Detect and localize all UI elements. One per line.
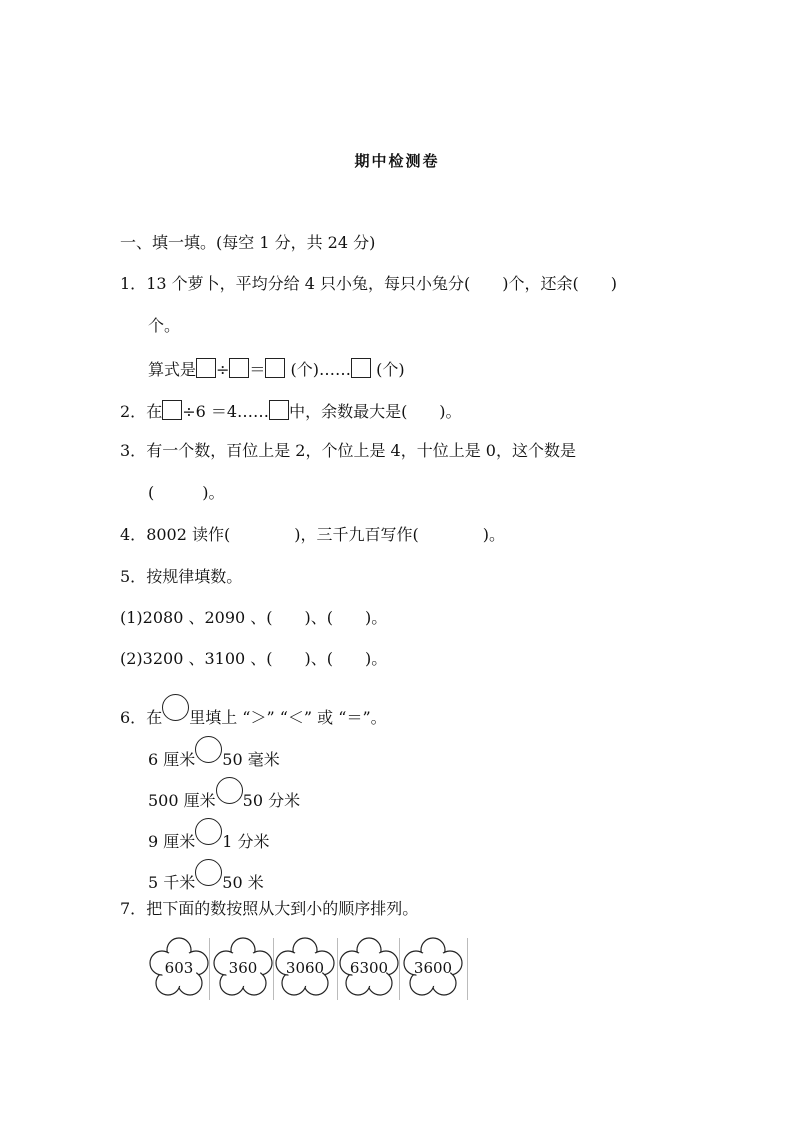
question-2-text: 在	[146, 402, 163, 421]
question-number: 5．	[120, 567, 147, 586]
flower-row	[145, 936, 469, 1002]
compare-item	[148, 736, 280, 771]
unit-label: (个)……	[285, 360, 352, 379]
question-7-text: 把下面的数按照从大到小的顺序排列。	[146, 899, 419, 918]
compare-left: 6 厘米	[148, 750, 196, 769]
divider	[209, 938, 210, 1000]
compare-right: 50 米	[222, 873, 264, 892]
compare-item	[148, 777, 300, 812]
compare-circle[interactable]	[195, 859, 222, 886]
equals-sign: ＝	[249, 360, 266, 379]
question-1-line-1	[120, 273, 617, 295]
question-5-sub-2: (2)3200 、3100 、( )、( )。	[120, 649, 388, 668]
question-5-text: 按规律填数。	[146, 567, 243, 586]
question-3-line-1	[120, 440, 576, 462]
division-sign: ÷	[216, 360, 230, 379]
flower-card	[147, 936, 211, 1000]
question-5	[120, 566, 242, 588]
compare-left: 500 厘米	[148, 791, 216, 810]
flower-card	[273, 936, 337, 1000]
compare-circle[interactable]	[195, 736, 222, 763]
compare-right: 50 毫米	[222, 750, 280, 769]
compare-circle[interactable]	[195, 818, 222, 845]
section-heading: 一、填一填。(每空 1 分，共 24 分)	[120, 233, 376, 252]
compare-item	[148, 859, 264, 894]
flower-number: 3060	[285, 959, 325, 977]
answer-box[interactable]	[351, 358, 371, 378]
compare-right: 1 分米	[222, 832, 270, 851]
answer-box[interactable]	[265, 358, 285, 378]
compare-right: 50 分米	[242, 791, 301, 810]
answer-box[interactable]	[196, 358, 216, 378]
flower-card	[401, 936, 465, 1000]
question-3-line-2: ( )。	[148, 483, 225, 502]
compare-item	[148, 818, 270, 853]
divider	[399, 938, 400, 1000]
answer-box[interactable]	[269, 400, 289, 420]
question-6	[120, 694, 387, 729]
formula-label: 算式是	[148, 360, 197, 379]
flower-number: 360	[228, 959, 258, 977]
question-2-text: ÷6 ＝4……	[182, 402, 270, 421]
flower-card	[337, 936, 401, 1000]
unit-label: (个)	[371, 360, 405, 379]
answer-box[interactable]	[229, 358, 249, 378]
answer-box[interactable]	[162, 400, 182, 420]
flower-number: 6300	[349, 959, 389, 977]
divider	[467, 938, 468, 1000]
question-7	[120, 898, 418, 920]
question-1-line-2: 个。	[148, 316, 181, 335]
compare-left: 5 千米	[148, 873, 196, 892]
question-3-text: 有一个数，百位上是 2，个位上是 4，十位上是 0，这个数是	[146, 441, 576, 460]
question-2	[120, 400, 462, 423]
flower-number: 603	[164, 959, 194, 977]
question-4	[120, 524, 505, 546]
flower-number: 3600	[413, 959, 453, 977]
question-1-text: 13 个萝卜，平均分给 4 只小兔，每只小兔分( )个，还余( )	[146, 274, 617, 293]
question-number: 7．	[120, 899, 147, 918]
compare-circle	[162, 694, 189, 721]
question-number: 1．	[120, 274, 147, 293]
question-4-text: 8002 读作( )，三千九百写作( )。	[146, 525, 505, 544]
question-2-text: 中，余数最大是( )。	[289, 402, 462, 421]
question-number: 4．	[120, 525, 147, 544]
question-6-text: 在	[146, 708, 163, 727]
compare-left: 9 厘米	[148, 832, 196, 851]
page-title: 期中检测卷	[354, 152, 440, 170]
question-6-text: 里填上 “＞” “＜” 或 “＝”。	[189, 708, 387, 727]
question-1-formula	[148, 358, 405, 381]
question-5-sub-1: (1)2080 、2090 、( )、( )。	[120, 608, 388, 627]
question-number: 6．	[120, 708, 147, 727]
compare-circle[interactable]	[216, 777, 243, 804]
flower-card	[211, 936, 275, 1000]
question-number: 2．	[120, 402, 147, 421]
question-number: 3．	[120, 441, 147, 460]
